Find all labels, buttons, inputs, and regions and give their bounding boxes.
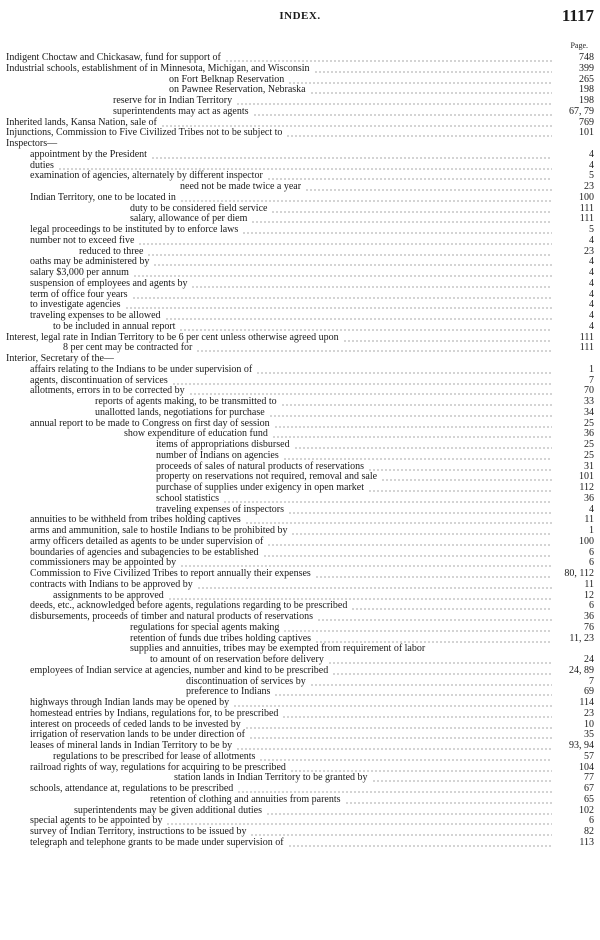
index-entry-page: 100	[579, 535, 594, 547]
index-entry-text: Interest, legal rate in Indian Territory to be 6 per cent unless otherwise agreed upon	[6, 331, 339, 343]
index-entry-page: 6	[589, 600, 594, 612]
index-entry-page: 24, 89	[569, 664, 594, 676]
dot-leader	[283, 458, 552, 460]
index-entry-page: 93, 94	[569, 740, 594, 751]
index-entry-page: 4	[589, 267, 594, 278]
index-entry-text: retention of clothing and annuities from parents	[150, 793, 341, 805]
dot-leader	[189, 393, 552, 395]
dot-leader	[368, 469, 552, 471]
dot-leader	[274, 694, 552, 696]
index-entry-page: 23	[584, 707, 594, 719]
index-entry-page: 25	[584, 439, 594, 450]
index-entry-text: boundaries of agencies and subagencies to be established	[30, 546, 259, 558]
index-entry-page: 101	[579, 127, 594, 139]
dot-leader	[266, 813, 552, 815]
index-entry-text: homestead entries by Indians, regulations for, to be prescribed	[30, 707, 279, 719]
index-entry-text: allotments, errors in to be corrected by	[30, 385, 185, 397]
index-entry-page: 36	[584, 428, 594, 440]
index-entry-text: unallotted lands, negotiations for purchase	[95, 406, 265, 418]
index-entry-text: Indigent Choctaw and Chickasaw, fund for support of	[6, 52, 221, 63]
dot-leader	[191, 286, 552, 288]
index-entry-page: 4	[589, 148, 594, 160]
dot-leader	[283, 630, 552, 632]
index-entry	[6, 677, 594, 688]
dot-leader	[310, 684, 552, 686]
index-entry-text: irrigation of reservation lands to be under direction of	[30, 729, 245, 741]
index-entry-page: 11, 23	[569, 632, 594, 644]
index-entry	[6, 623, 594, 634]
index-entry-page: 114	[579, 697, 594, 708]
dot-leader	[288, 845, 552, 847]
index-entry-text: traveling expenses of inspectors	[156, 503, 285, 515]
index-entry-page: 35	[584, 729, 594, 741]
dot-leader	[343, 340, 552, 342]
index-entry	[6, 451, 594, 462]
index-entry-page: 4	[589, 277, 594, 289]
dot-leader	[332, 673, 552, 675]
index-entry-page: 112	[579, 482, 594, 493]
index-entry-text: telegraph and telephone grants to be made under supervision of	[30, 836, 284, 848]
index-entry-page: 113	[579, 836, 594, 848]
dot-leader	[315, 576, 552, 578]
dot-leader	[179, 329, 552, 331]
dot-leader	[314, 71, 552, 73]
index-entry-text: school statistics	[156, 492, 220, 504]
index-entry-page: 101	[579, 471, 594, 483]
index-entry-text: disbursements, proceeds of timber and natural products of reservations	[30, 611, 313, 622]
index-entry-text: army officers detailed as agents to be under supervision of	[30, 535, 264, 547]
index-entry-page: 399	[579, 62, 594, 74]
dot-leader	[236, 103, 552, 105]
index-entry-text: number of Indians on agencies	[156, 449, 279, 461]
index-entry-page: 4	[589, 234, 594, 246]
dot-leader	[132, 297, 552, 299]
index-entry-text: leases of mineral lands in Indian Territory to be by	[30, 740, 233, 751]
dot-leader	[223, 501, 552, 503]
index-entry-text: interest on proceeds of ceded lands to be invested by	[30, 718, 241, 730]
dot-leader	[180, 200, 552, 202]
index-entry-text: items of appropriations disbursed	[156, 439, 290, 450]
index-entry-text: annual report to be made to Congress on first day of session	[30, 417, 270, 429]
dot-leader	[315, 641, 552, 643]
index-entry-page: 77	[584, 772, 594, 784]
index-entry-text: agents, discontinuation of services	[30, 374, 168, 386]
index-entry-text: Industrial schools, establishment of in Minnesota, Michigan, and Wisconsin	[6, 62, 310, 74]
index-entry-text: assignments to be approved	[53, 589, 164, 601]
index-entry	[6, 150, 594, 161]
index-entry-text: survey of Indian Territory, instructions to be issued by	[30, 826, 247, 837]
index-entry-text: examination of agencies, alternately by different inspector	[30, 170, 263, 182]
index-entry-page: 23	[584, 181, 594, 192]
index-entry-text: traveling expenses to be allowed	[30, 310, 161, 321]
index-entry-text: duties	[30, 159, 54, 171]
index-entry-page: 7	[589, 374, 594, 386]
index-entry-page: 4	[589, 503, 594, 515]
index-entry-text: annuities to be withheld from tribes holding captives	[30, 514, 241, 526]
index-entry-text: Commission to Five Civilized Tribes to report annually their expenses	[30, 568, 311, 579]
dot-leader	[58, 168, 552, 170]
index-entry-page: 4	[589, 320, 594, 332]
index-entry-text: to investigate agencies	[30, 299, 121, 311]
index-entry-page: 11	[584, 514, 594, 526]
page-column-header: Page.	[570, 41, 588, 50]
index-entry-text: regulations to be prescribed for lease of allotments	[53, 750, 256, 762]
index-entry-text: duty to be considered field service	[130, 202, 268, 214]
index-entry	[6, 612, 594, 623]
index-entry-text: purchase of supplies under exigency in open market	[156, 482, 364, 493]
index-entry-page: 34	[584, 406, 594, 418]
index-entry-text: employees of Indian service at agencies, number and kind to be prescribed	[30, 664, 329, 676]
dot-leader	[225, 60, 552, 62]
index-entry-page: 104	[579, 761, 594, 773]
dot-leader	[256, 372, 552, 374]
index-entry-text: to be included in annual report	[53, 320, 176, 332]
index-entry-page: 265	[579, 73, 594, 85]
index-entry-page: 6	[589, 546, 594, 558]
dot-leader	[251, 221, 552, 223]
index-entry	[6, 279, 594, 290]
index-entry-page: 111	[579, 202, 594, 214]
index-entry-page: 11	[584, 578, 594, 590]
index-entry	[6, 494, 594, 505]
index-entry-page: 12	[584, 589, 594, 601]
index-entry-text: affairs relating to the Indians to be under supervision of	[30, 363, 253, 375]
dot-leader	[259, 759, 552, 761]
index-entry-text: 8 per cent may be contracted for	[63, 342, 193, 354]
index-entry	[6, 838, 594, 849]
index-entry-text: superintendents may be given additional duties	[74, 804, 263, 816]
index-entry-page: 25	[584, 417, 594, 429]
index-entry-text: contracts with Indians to be approved by	[30, 578, 193, 590]
index-entry-page: 769	[579, 116, 594, 128]
dot-leader	[250, 834, 552, 836]
dot-leader	[138, 243, 552, 245]
index-entry-text: railroad rights of way, regulations for acquiring to be prescribed	[30, 761, 286, 773]
index-entry	[6, 365, 594, 376]
index-entry-page: 31	[584, 460, 594, 472]
index-entry	[6, 96, 594, 107]
dot-leader	[249, 737, 552, 739]
index-entry-text: commissioners may be appointed by	[30, 557, 177, 569]
dot-leader	[245, 727, 552, 729]
index-entry-page: 70	[584, 385, 594, 397]
dot-leader	[165, 318, 552, 320]
index-entry-page: 4	[589, 310, 594, 321]
index-entry-text: deeds, etc., acknowledged before agents, regulations regarding to be prescribed	[30, 600, 348, 612]
dot-leader	[263, 555, 552, 557]
dot-leader	[125, 307, 552, 309]
dot-leader	[153, 264, 552, 266]
index-entry-text: discontinuation of services by	[186, 675, 306, 687]
dot-leader	[271, 211, 552, 213]
index-entry-text: number not to exceed five	[30, 234, 135, 246]
dot-leader	[291, 533, 552, 535]
index-entry	[6, 128, 594, 139]
dot-leader	[372, 780, 552, 782]
index-entry-page: 25	[584, 449, 594, 461]
dot-leader	[381, 479, 552, 481]
index-entry-page: 111	[579, 331, 594, 343]
index-entry-text: reduced to three	[79, 245, 144, 257]
index-entry-text: supplies and annuities, tribes may be exempted from requirement of labor	[130, 643, 426, 655]
dot-leader	[147, 254, 552, 256]
dot-leader	[351, 608, 552, 610]
index-entry-text: reserve for in Indian Territory	[113, 95, 233, 106]
index-entry-page: 82	[584, 826, 594, 837]
index-entry	[6, 666, 594, 677]
index-entry-page: 748	[579, 52, 594, 63]
index-entry-text: on Fort Belknap Reservation	[169, 73, 285, 85]
index-entry	[6, 107, 594, 118]
dot-leader	[288, 82, 552, 84]
index-entry-page: 198	[579, 84, 594, 96]
dot-leader	[133, 275, 552, 277]
index-entry-page: 67, 79	[569, 105, 594, 117]
index-entry-text: on Pawnee Reservation, Nebraska	[169, 84, 306, 96]
index-entry-page: 111	[579, 213, 594, 225]
index-entry-text: regulations for special agents making	[130, 621, 280, 633]
index-entry-text: suspension of employees and agents by	[30, 277, 188, 289]
dot-leader	[288, 512, 552, 514]
index-entry-page: 4	[589, 159, 594, 171]
dot-leader	[180, 565, 552, 567]
index-entry-text: Inherited lands, Kansa Nation, sale of	[6, 116, 157, 128]
dot-leader	[172, 383, 552, 385]
dot-leader	[317, 619, 552, 621]
dot-leader	[151, 157, 552, 159]
dot-leader	[305, 189, 552, 191]
dot-leader	[242, 232, 552, 234]
index-entry	[6, 537, 594, 548]
index-entry	[6, 193, 594, 204]
index-entry-page: 7	[589, 675, 594, 687]
index-entry-page: 23	[584, 245, 594, 257]
index-entry-page: 1	[589, 525, 594, 536]
dot-leader	[237, 791, 552, 793]
index-entry-page: 111	[579, 342, 594, 354]
index-entry-text: schools, attendance at, regulations to be prescribed	[30, 783, 234, 794]
index-entry-page: 57	[584, 750, 594, 762]
dot-leader	[269, 415, 552, 417]
index-entry-page: 4	[589, 299, 594, 311]
index-entry	[6, 483, 594, 494]
dot-leader	[282, 716, 552, 718]
index-entry-text: superintendents may act as agents	[113, 105, 249, 117]
index-entry-page: 198	[579, 95, 594, 106]
dot-leader	[290, 770, 552, 772]
index-entry-text: Interior, Secretary of the—	[6, 353, 114, 364]
index-entry-page: 67	[584, 783, 594, 794]
dot-leader	[196, 350, 552, 352]
index-entry-page: 76	[584, 621, 594, 633]
dot-leader	[233, 705, 552, 707]
index-entry-text: salary $3,000 per annum	[30, 267, 129, 278]
index-entry-page: 24	[584, 654, 594, 665]
index-entry	[6, 236, 594, 247]
index-entry	[6, 580, 594, 591]
dot-leader	[274, 426, 552, 428]
index-entry-page: 69	[584, 686, 594, 698]
dot-leader	[197, 587, 552, 589]
dot-leader	[267, 544, 552, 546]
index-entry-page: 80, 112	[564, 568, 594, 579]
index-entry-page: 4	[589, 288, 594, 300]
index-entry	[6, 440, 594, 451]
index-entry-page: 4	[589, 256, 594, 268]
index-entry-text: arms and ammunition, sale to hostile Indians to be prohibited by	[30, 525, 288, 536]
dot-leader	[272, 436, 552, 438]
page-header	[0, 6, 600, 26]
index-entry-text: oaths may be administered by	[30, 256, 150, 268]
dot-leader	[166, 823, 552, 825]
index-entry	[6, 709, 594, 720]
index-entry	[6, 795, 594, 806]
index-entry-text: Indian Territory, one to be located in	[30, 191, 176, 203]
index-entry-text: to amount of on reservation before delivery	[150, 654, 324, 665]
dot-leader	[236, 748, 552, 750]
index-entry-page: 102	[579, 804, 594, 816]
index-entry-page: 1	[589, 363, 594, 375]
dot-leader	[267, 178, 552, 180]
dot-leader	[368, 490, 552, 492]
index-entry-page: 6	[589, 815, 594, 827]
index-entry-page: 33	[584, 396, 594, 407]
dot-leader	[328, 662, 552, 664]
index-entry-page: 65	[584, 793, 594, 805]
dot-leader	[345, 802, 552, 804]
index-entry-page: 100	[579, 191, 594, 203]
index-entry-page: 10	[584, 718, 594, 730]
index-entry	[6, 64, 594, 75]
dot-leader	[253, 114, 552, 116]
dot-leader	[286, 135, 552, 137]
index-entry	[6, 429, 594, 440]
dot-leader	[281, 404, 552, 406]
index-entry-text: preference to Indians	[186, 686, 271, 698]
index-entry-text: need not be made twice a year	[180, 181, 302, 192]
index-entry-text: term of office four years	[30, 288, 128, 300]
index-entry-page: 36	[584, 492, 594, 504]
index-entry-text: Injunctions, Commission to Five Civilized Tribes not to be subject to	[6, 127, 283, 139]
index-entry-text: proceeds of sales of natural products of reservations	[156, 460, 364, 472]
index-entry	[6, 419, 594, 430]
index-entry	[6, 85, 594, 96]
index-entry-page: 5	[589, 224, 594, 235]
index-entry-text: salary, allowance of per diem	[130, 213, 248, 225]
index-entry-page: 6	[589, 557, 594, 569]
dot-leader	[245, 522, 552, 524]
page-number: 1117	[561, 6, 594, 25]
index-entry-text: reports of agents making, to be transmitted to	[95, 396, 277, 407]
index-entry-text: special agents to be appointed by	[30, 815, 163, 827]
dot-leader	[168, 598, 552, 600]
page-title: INDEX.	[279, 10, 321, 22]
dot-leader	[161, 125, 552, 127]
index-entry-text: legal proceedings to be instituted by to enforce laws	[30, 224, 239, 235]
index-entry-text: Inspectors—	[6, 138, 58, 149]
index-entry	[6, 752, 594, 763]
index-entry	[6, 322, 594, 333]
index-entry-text: station lands in Indian Territory to be granted by	[174, 772, 368, 784]
dot-leader	[310, 92, 552, 94]
index-entry-list	[6, 53, 594, 849]
index-entry-text: retention of funds due tribes holding captives	[130, 632, 312, 644]
index-entry-text: appointment by the President	[30, 148, 147, 160]
index-entry-text: property on reservations not required, removal and sale	[156, 471, 378, 483]
index-entry-page: 36	[584, 611, 594, 622]
index-entry	[6, 408, 594, 419]
index-entry-text: show expenditure of education fund	[124, 428, 268, 440]
dot-leader	[294, 447, 552, 449]
index-entry-text: highways through Indian lands may be opened by	[30, 697, 230, 708]
index-entry-page: 5	[589, 170, 594, 182]
index-entry	[6, 204, 594, 215]
